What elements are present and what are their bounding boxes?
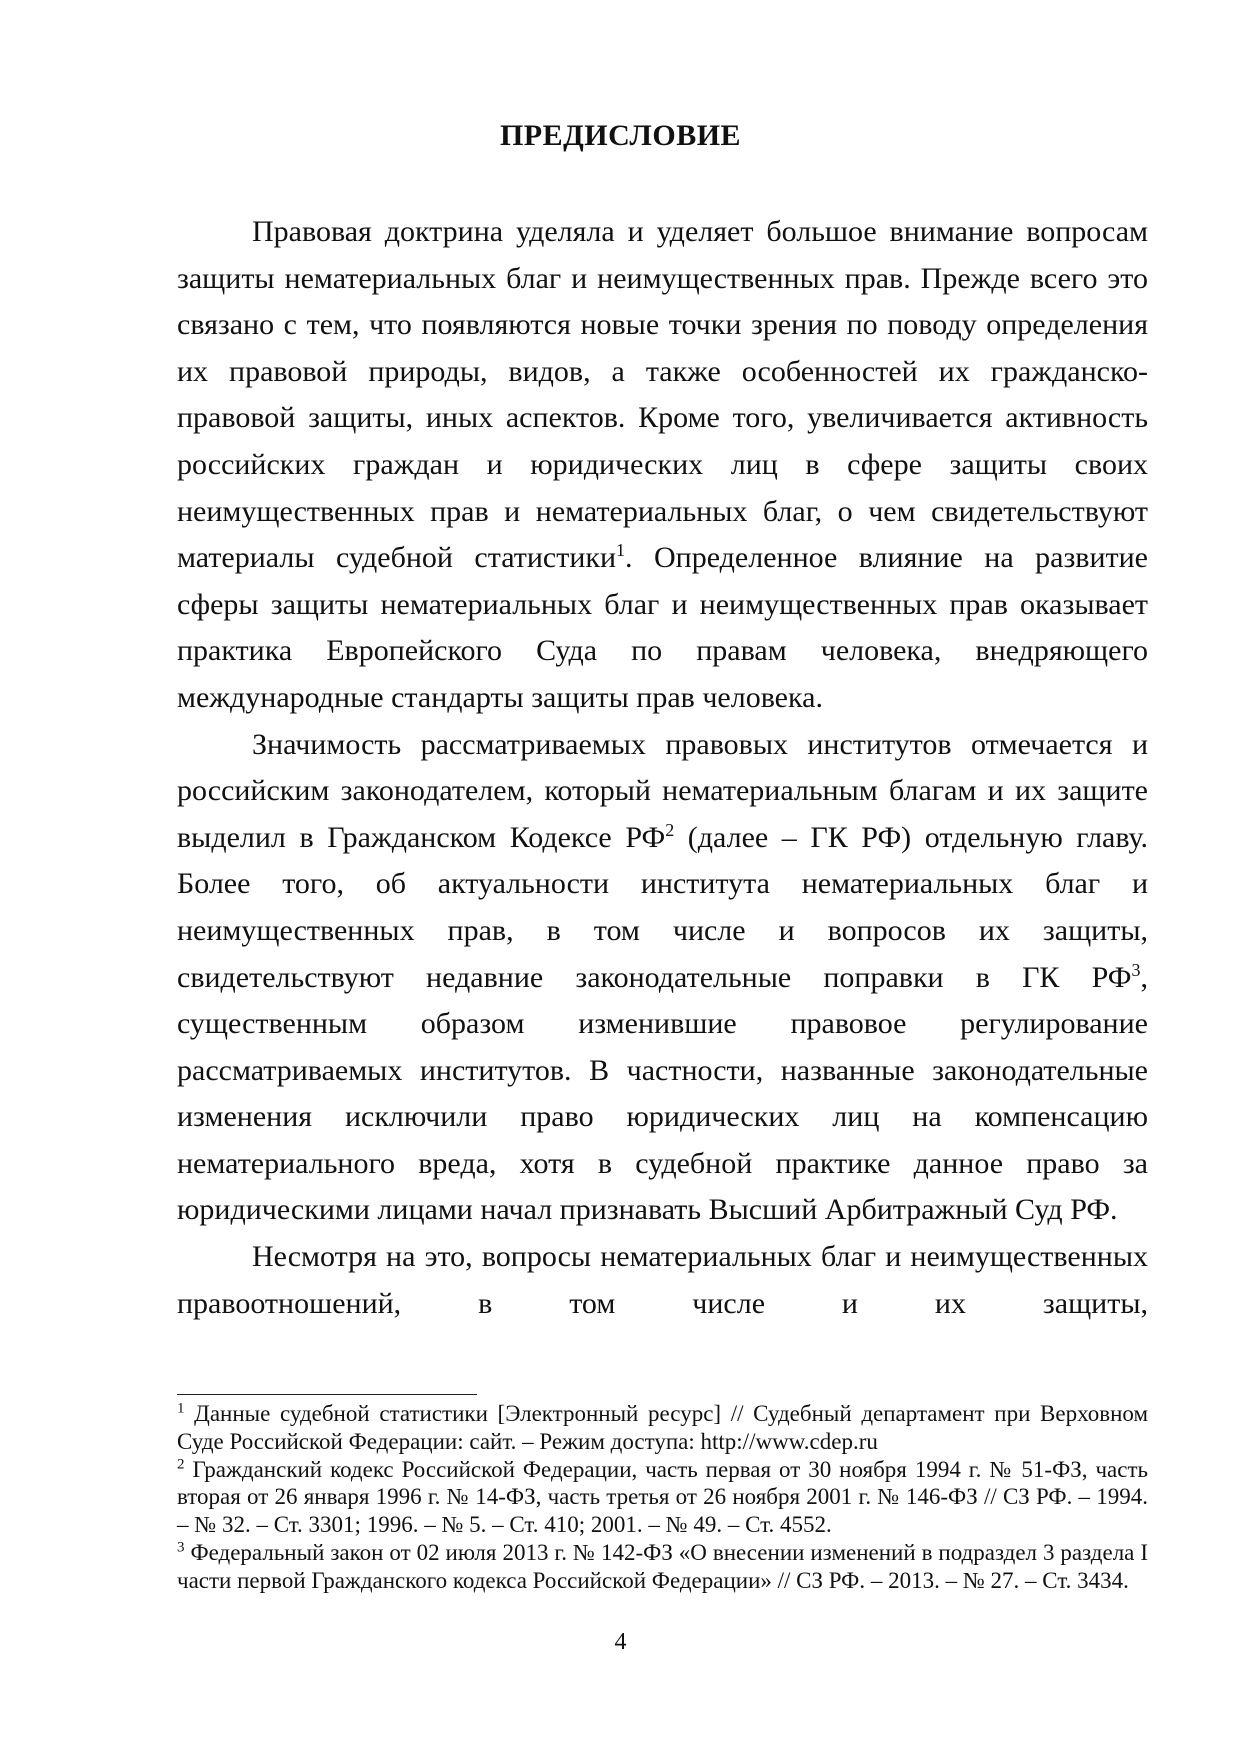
paragraph-2-text-a: Значимость рассматриваемых правовых институтов отмечается и российским законодателем, который нематериальным благам и их защите выделил в Гражданском Кодексе РФ bbox=[177, 727, 1148, 854]
footnote-1 bbox=[177, 1400, 1148, 1456]
footnote-ref-3: 3 bbox=[1131, 959, 1141, 980]
paragraph-1-text-a: Правовая доктрина уделяла и уделяет большое внимание вопросам защиты нематериальных благ и неимущественных прав. Прежде всего это связано с тем, что появляются новые точки зрения по поводу определения их правовой природы, видов, а также особенностей их гражданско-правовой защиты, иных аспектов. Кроме того, увеличивается активность российских граждан и юридических лиц в сфере защиты своих неимущественных прав и нематериальных благ, о чем свидетельствуют материалы судебной статистики bbox=[177, 215, 1148, 575]
footnote-1-text: Данные судебной статистики [Электронный ресурс] // Судебный департамент при Верховном Суде Российской Федерации: сайт. – Режим доступа: http://www.cdep.ru bbox=[177, 1401, 1148, 1454]
page-number: 4 bbox=[614, 1629, 627, 1655]
paragraph-1 bbox=[177, 209, 1148, 722]
footnote-1-number: 1 bbox=[177, 1400, 185, 1417]
footnote-ref-1: 1 bbox=[616, 540, 626, 561]
footnote-3-text: Федеральный закон от 02 июля 2013 г. № 142-ФЗ «О внесении изменений в подраздел 3 раздела I части первой Гражданского кодекса Российской Федерации» // СЗ РФ. – 2013. – № 27. – Ст. 3434. bbox=[177, 1539, 1148, 1593]
paragraph-1-text-b: . Определенное влияние на развитие сферы защиты нематериальных благ и неимущественных прав оказывает практика Европейского Суда по правам человека, внедряющего международные стандарты защиты прав человека. bbox=[177, 541, 1148, 714]
footnote-2-number: 2 bbox=[177, 1455, 185, 1472]
paragraph-2 bbox=[177, 722, 1148, 1235]
footnote-3-number: 3 bbox=[177, 1539, 185, 1556]
paragraph-2-text-b: (далее – ГК РФ) отдельную главу. Более того, об актуальности института нематериальных благ и неимущественных прав, в том числе и вопросов их защиты, свидетельствуют недавние законодательные поправки в ГК РФ bbox=[177, 820, 1149, 994]
paragraph-2-text-c: , существенным образом изменившие правовое регулирование рассматриваемых институтов. В частности, названные законодательные изменения исключили право юридических лиц на компенсацию нематериального вреда, хотя в судебной практике данное право за юридическими лицами начал признавать Высший Арбитражный Суд РФ. bbox=[177, 960, 1148, 1227]
footnote-separator bbox=[177, 1394, 477, 1395]
page-title: ПРЕДИСЛОВИЕ bbox=[499, 119, 742, 152]
footnote-ref-2: 2 bbox=[665, 819, 675, 840]
footnotes bbox=[177, 1400, 1148, 1595]
footnote-2 bbox=[177, 1456, 1148, 1539]
footnote-3 bbox=[177, 1539, 1148, 1595]
footnote-2-text: Гражданский кодекс Российской Федерации, часть первая от 30 ноября 1994 г. № 51-ФЗ, часть вторая от 26 января 1996 г. № 14-ФЗ, часть третья от 26 ноября 2001 г. № 146-ФЗ // СЗ РФ. – 1994. – № 32. – Ст. 3301; 1996. – № 5. – Ст. 410; 2001. – № 49. – Ст. 4552. bbox=[177, 1456, 1148, 1538]
paragraph-3 bbox=[177, 1234, 1148, 1327]
paragraph-3-text: Несмотря на это, вопросы нематериальных благ и неимущественных правоотношений, в том числе и их защиты, bbox=[177, 1240, 1148, 1320]
body-text bbox=[177, 209, 1148, 1327]
